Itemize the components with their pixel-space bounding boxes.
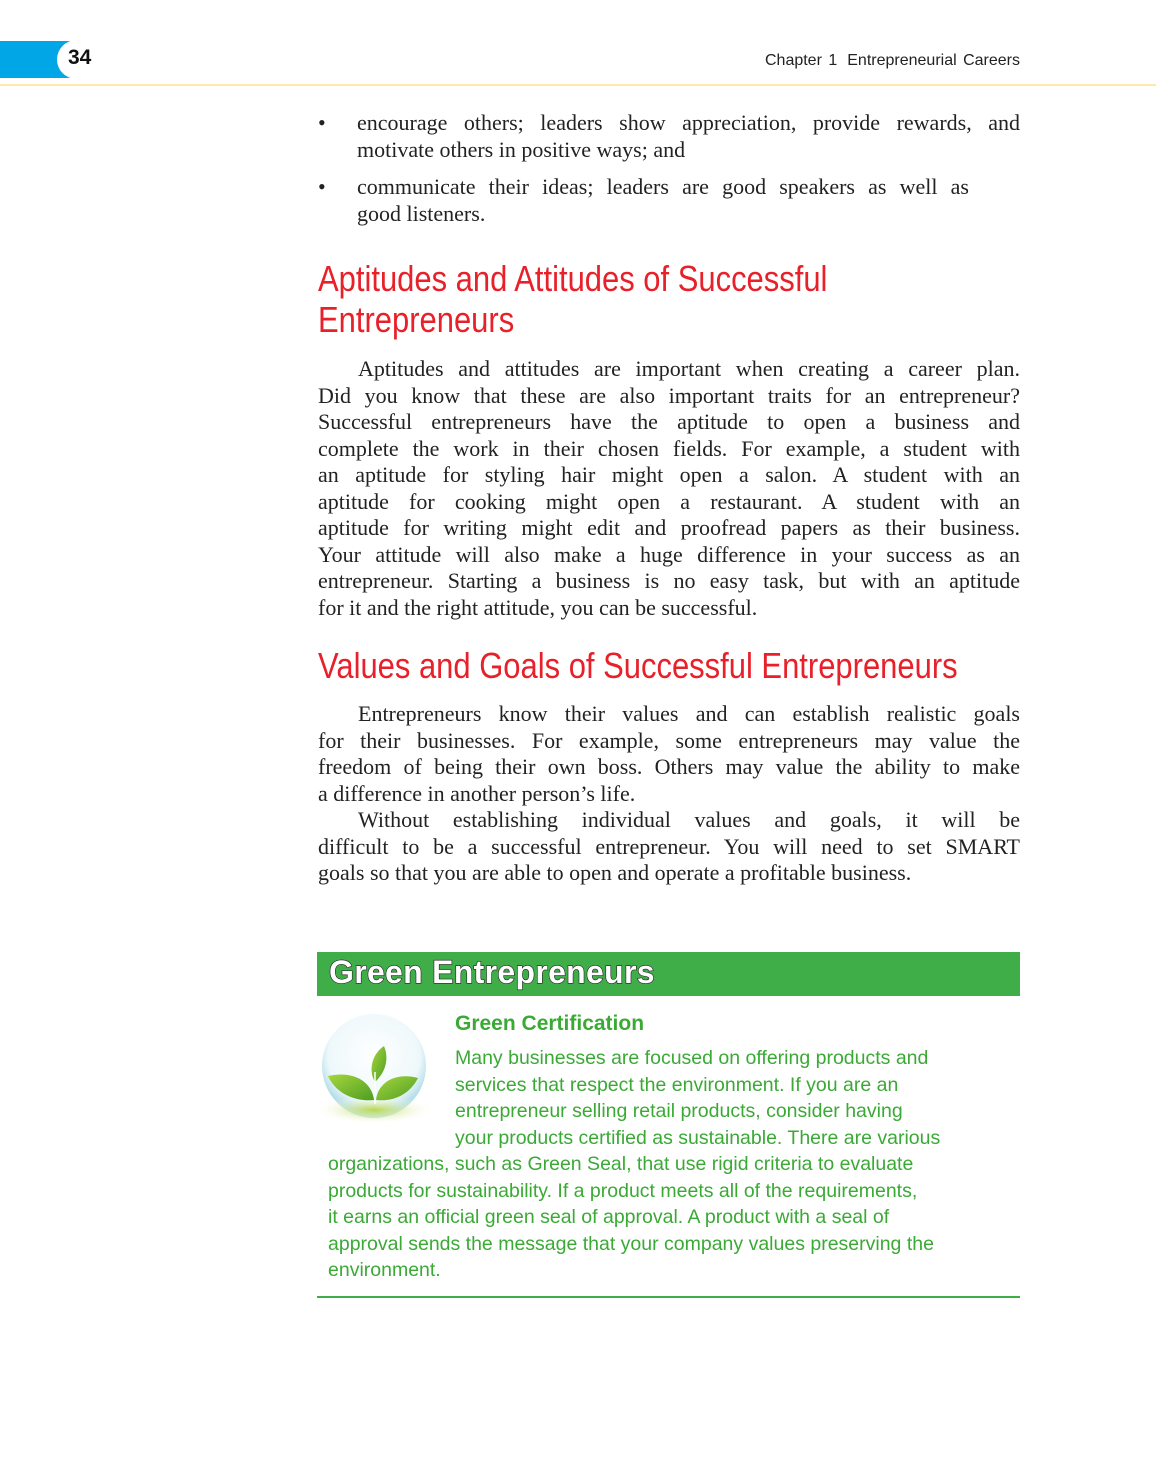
chapter-title: Entrepreneurial Careers	[847, 52, 1020, 69]
running-header	[755, 52, 1020, 70]
text-line: freedom of being their own boss. Others may value the ability to make	[318, 754, 1020, 779]
text-line: goals so that you are able to open and operate a profitable business.	[318, 860, 912, 885]
text-line: Successful entrepreneurs have the aptitude to open a business and	[318, 409, 1020, 434]
text-line: Did you know that these are also important traits for an entrepreneur?	[318, 382, 1020, 408]
paragraph-goals	[318, 807, 1020, 887]
text-line: encourage others; leaders show appreciation, provide rewards, and	[357, 110, 1020, 135]
text-line: aptitude for cooking might open a restaurant. A student with an	[318, 488, 1020, 514]
text-line: aptitude for writing might edit and proofread papers as their business.	[318, 515, 1020, 540]
chapter-label: Chapter 1	[764, 52, 838, 69]
bullet-icon: •	[318, 110, 326, 135]
leaf-sprout-icon	[314, 1012, 438, 1128]
text-line: Your attitude will also make a huge difference in your success as an	[318, 541, 1020, 567]
text-line: good listeners.	[357, 200, 486, 226]
header-rule	[0, 84, 1156, 86]
feature-title: Green Entrepreneurs	[329, 954, 655, 990]
feature-text	[328, 1151, 934, 1284]
paragraph-values	[318, 701, 1020, 807]
text-line: Without establishing individual values and goals, it will be	[358, 807, 1020, 832]
text-line: entrepreneur selling retail products, consider having	[455, 1100, 903, 1122]
text-line: complete the work in their chosen fields. For example, a student with	[318, 435, 1020, 461]
text-line: difficult to be a successful entrepreneur. You will need to set SMART	[318, 833, 1020, 859]
text-line: a difference in another person’s life.	[318, 780, 636, 806]
feature-bottom-rule	[317, 1296, 1020, 1298]
section-heading-values: Values and Goals of Successful Entrepreneurs	[318, 645, 958, 686]
text-line: Aptitudes and attitudes are important when creating a career plan.	[358, 356, 1020, 381]
text-line: Entrepreneurs know their values and can establish realistic goals	[358, 701, 1020, 726]
text-line: motivate others in positive ways; and	[357, 136, 686, 162]
text-line: for it and the right attitude, you can be successful.	[318, 594, 758, 620]
feature-text-wrapped	[455, 1045, 940, 1151]
paragraph-aptitudes	[318, 356, 1020, 621]
text-line: an aptitude for styling hair might open a salon. A student with an	[318, 462, 1020, 487]
text-line: it earns an official green seal of approval. A product with a seal of	[328, 1206, 890, 1228]
feature-title-bar	[317, 952, 1020, 996]
text-line: Many businesses are focused on offering products and	[455, 1047, 929, 1069]
text-line: approval sends the message that your company values preserving the	[328, 1232, 934, 1255]
text-line: for their businesses. For example, some entrepreneurs may value the	[318, 727, 1020, 753]
text-line: entrepreneur. Starting a business is no easy task, but with an aptitude	[318, 568, 1020, 593]
text-line: your products certified as sustainable. There are various	[455, 1126, 941, 1149]
text-line: environment.	[328, 1259, 441, 1281]
bullet-icon: •	[318, 174, 326, 199]
text-line: products for sustainability. If a product meets all of the requirements,	[328, 1179, 918, 1202]
bullet-item	[318, 110, 1020, 163]
text-line: communicate their ideas; leaders are good speakers as well as	[357, 174, 969, 199]
page-number: 34	[57, 40, 103, 79]
text-line: services that respect the environment. If you are an	[455, 1073, 899, 1096]
feature-subtitle: Green Certification	[455, 1012, 645, 1035]
bullet-item	[318, 174, 1020, 227]
text-line: organizations, such as Green Seal, that use rigid criteria to evaluate	[328, 1153, 914, 1175]
section-heading-aptitudes: Aptitudes and Attitudes of Successful Entrepreneurs	[318, 258, 828, 340]
